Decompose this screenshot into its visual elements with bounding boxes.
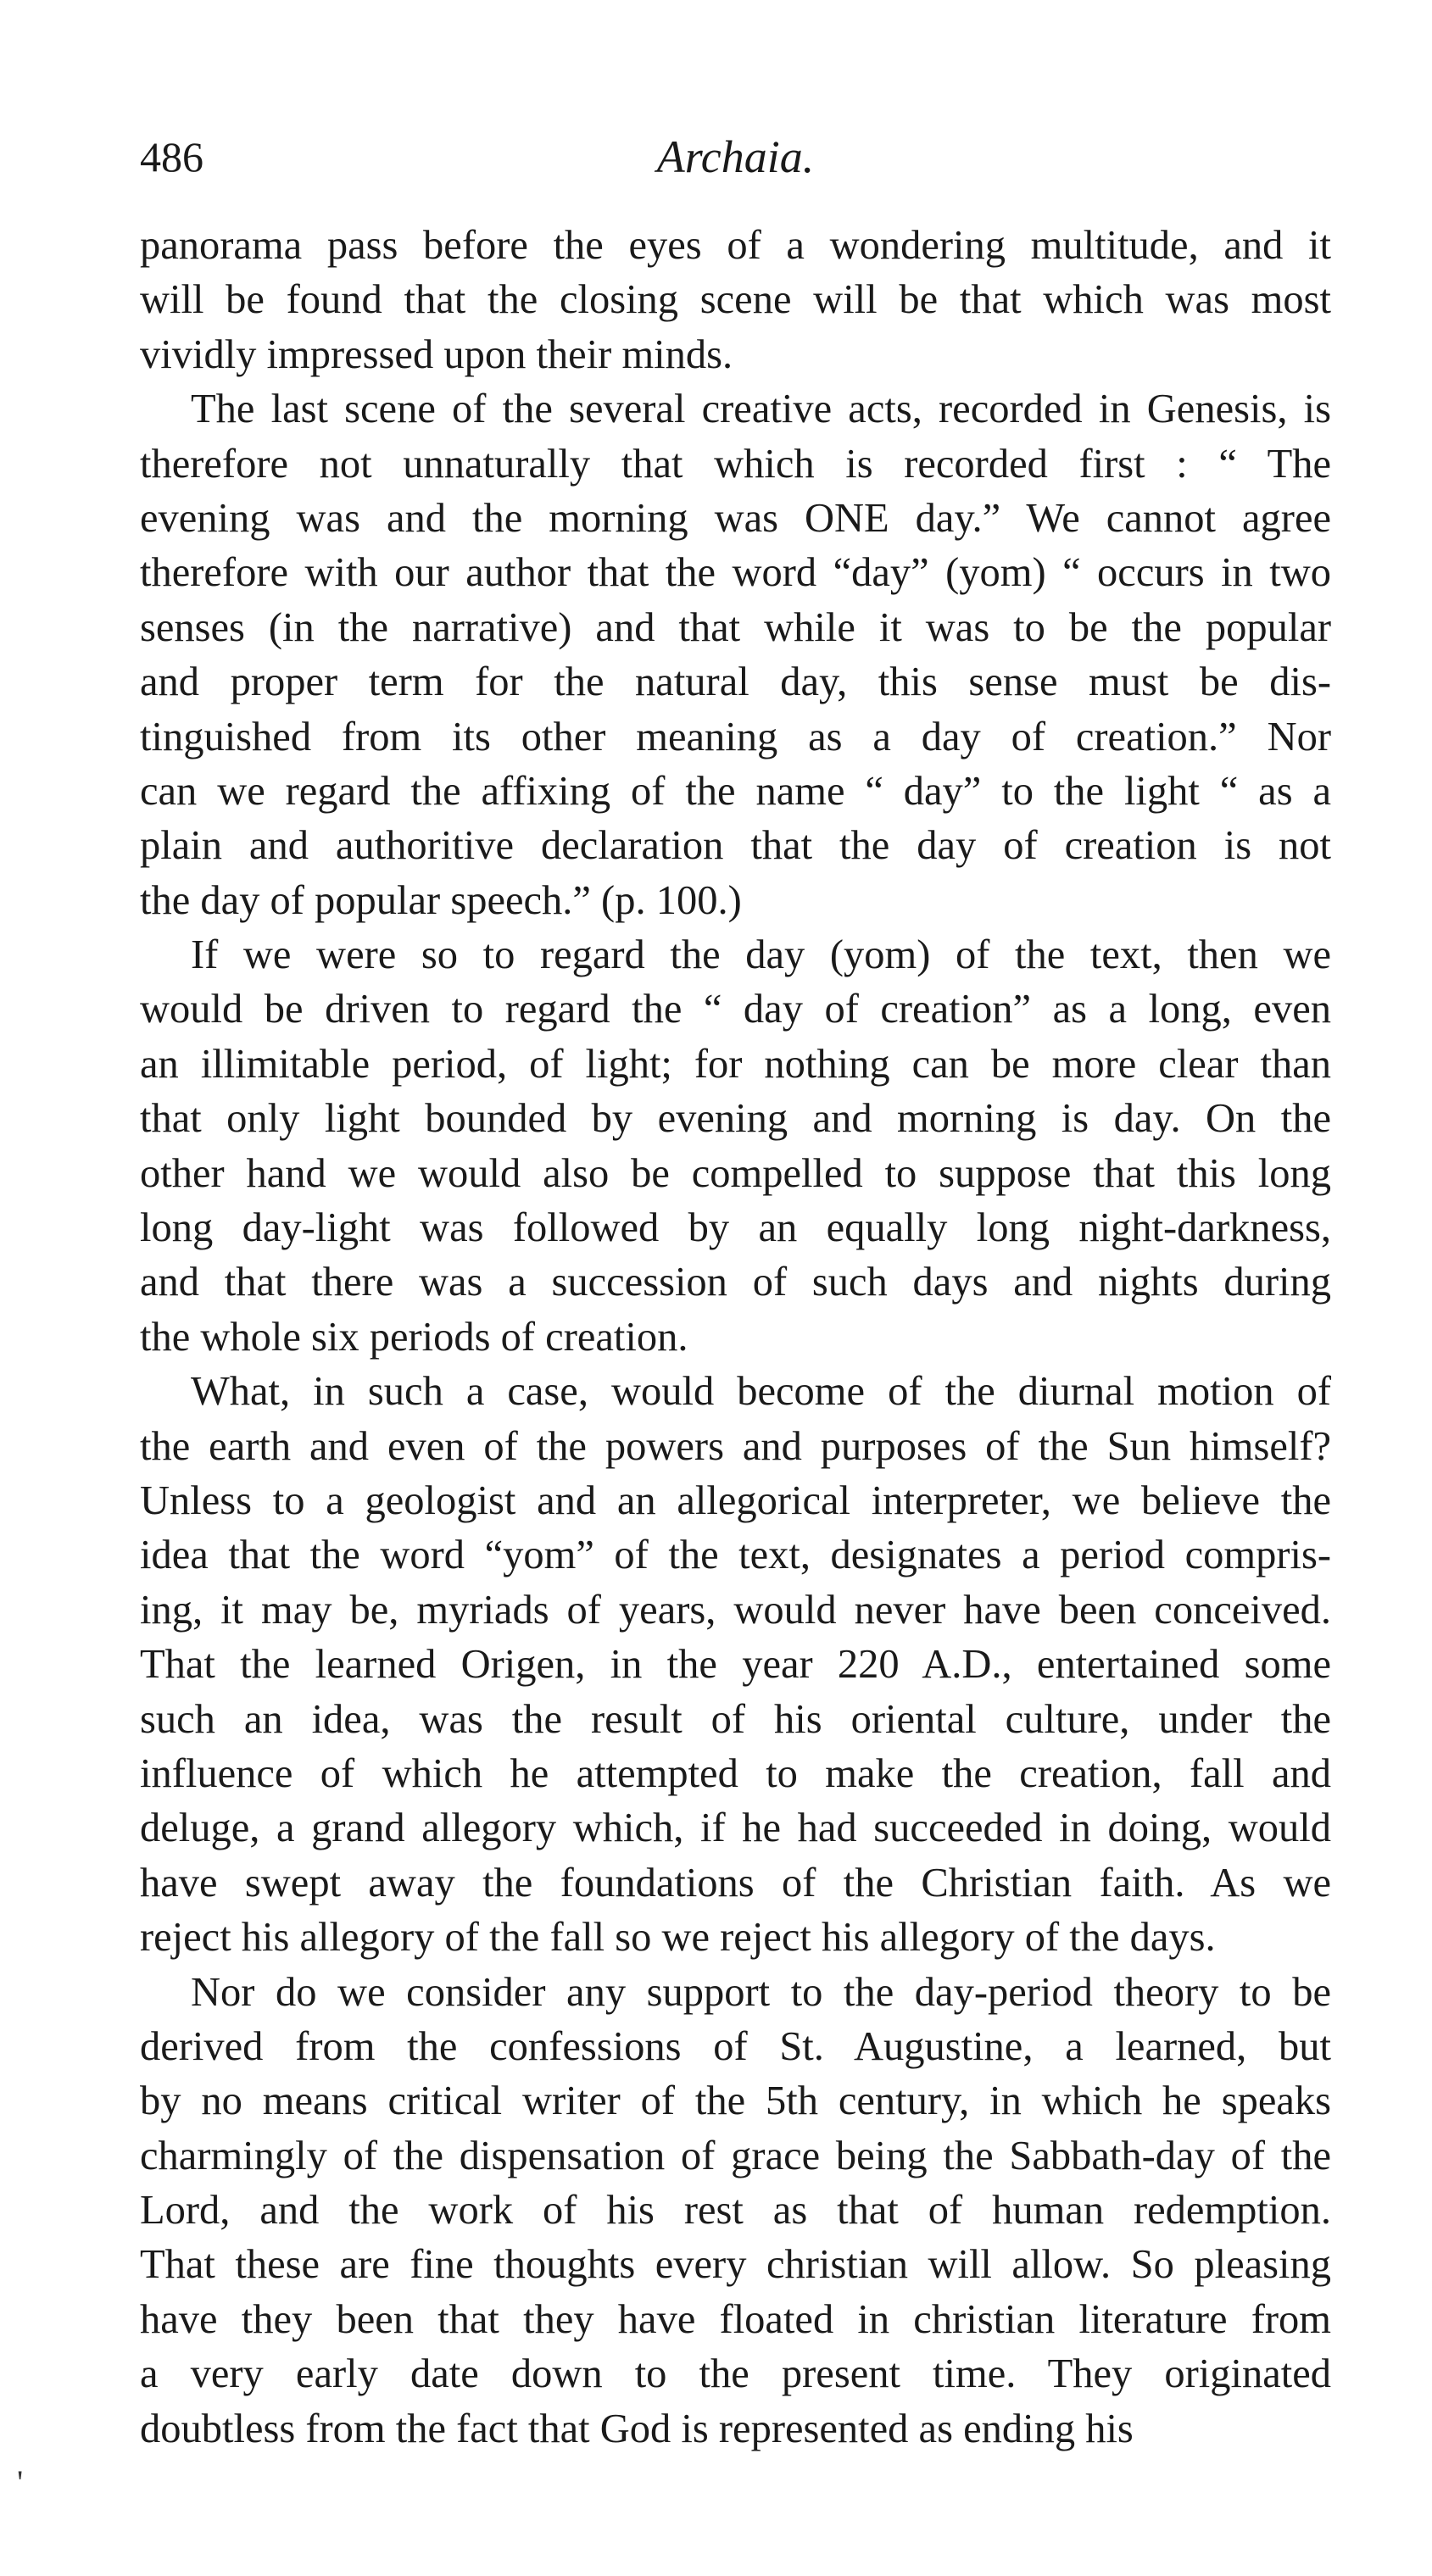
text-line: can we regard the affixing of the name “ day” to the light “ as a <box>140 768 1331 814</box>
text-line: by no means critical writer of the 5th century, in which he speaks <box>140 2078 1331 2124</box>
text-line: long day-light was followed by an equally long night-darkness, <box>140 1205 1331 1251</box>
text-line: doubtless from the fact that God is represented as ending his <box>140 2406 1134 2451</box>
text-line: therefore not unnaturally that which is recorded first : “ The <box>140 441 1331 487</box>
text-line: idea that the word “yom” of the text, designates a period compris- <box>140 1533 1331 1578</box>
text-line: such an idea, was the result of his oriental culture, under the <box>140 1696 1331 1742</box>
text-line: tinguished from its other meaning as a day of creation.” Nor <box>140 714 1331 759</box>
text-line: have swept away the foundations of the Christian faith. As we <box>140 1860 1331 1906</box>
text-line: the earth and even of the powers and purposes of the Sun himself? <box>140 1423 1331 1469</box>
paragraph <box>140 219 1331 382</box>
text-line: evening was and the morning was ONE day.” We cannot agree <box>140 495 1331 541</box>
text-line: have they been that they have floated in christian literature from <box>140 2296 1331 2342</box>
page-number: 486 <box>140 133 203 181</box>
text-line: Lord, and the work of his rest as that of human redemption. <box>140 2188 1331 2234</box>
text-line: a very early date down to the present time. They originated <box>140 2351 1331 2397</box>
text-line: influence of which he attempted to make the creation, fall and <box>140 1750 1331 1796</box>
text-line: therefore with our author that the word “day” (yom) “ occurs in two <box>140 550 1331 596</box>
running-head <box>140 127 1331 186</box>
paragraph <box>140 382 1331 928</box>
text-line: other hand we would also be compelled to suppose that this long <box>140 1150 1331 1196</box>
text-line: panorama pass before the eyes of a wondering multitude, and it <box>140 223 1331 268</box>
text-line: the day of popular speech.” (p. 100.) <box>140 877 742 923</box>
body-text <box>140 219 1331 2456</box>
paragraph <box>140 928 1331 1365</box>
text-line: derived from the confessions of St. Augustine, a learned, but <box>140 2023 1331 2069</box>
text-line: an illimitable period, of light; for nothing can be more clear than <box>140 1041 1331 1087</box>
text-line: reject his allegory of the fall so we reject his allegory of the days. <box>140 1915 1216 1961</box>
text-line: deluge, a grand allegory which, if he had succeeded in doing, would <box>140 1805 1331 1851</box>
text-line: charmingly of the dispensation of grace being the Sabbath-day of the <box>140 2133 1331 2178</box>
text-line: Unless to a geologist and an allegorical interpreter, we believe the <box>140 1477 1331 1523</box>
paragraph <box>140 1966 1331 2457</box>
text-line: and proper term for the natural day, this sense must be dis- <box>140 659 1331 705</box>
text-line: the whole six periods of creation. <box>140 1314 688 1360</box>
text-line: plain and authoritive declaration that the day of creation is not <box>140 823 1331 869</box>
text-line: Nor do we consider any support to the day-period theory to be <box>191 1969 1331 2015</box>
text-line: that only light bounded by evening and morning is day. On the <box>140 1096 1331 1142</box>
text-line: The last scene of the several creative acts, recorded in Genesis, is <box>191 387 1331 432</box>
text-line: senses (in the narrative) and that while it was to be the popular <box>140 604 1331 650</box>
margin-mark: ' <box>17 2463 24 2501</box>
text-line: What, in such a case, would become of the diurnal motion of <box>191 1369 1331 1415</box>
paragraph <box>140 1365 1331 1965</box>
running-title: Archaia. <box>656 131 815 182</box>
text-line: That these are fine thoughts every christian will allow. So pleasing <box>140 2242 1331 2288</box>
text-line: If we were so to regard the day (yom) of the text, then we <box>191 932 1331 978</box>
text-line: will be found that the closing scene will be that which was most <box>140 277 1331 323</box>
text-line: That the learned Origen, in the year 220 A.D., entertained some <box>140 1642 1331 1688</box>
text-line: ing, it may be, myriads of years, would never have been conceived. <box>140 1587 1331 1633</box>
text-line: vividly impressed upon their minds. <box>140 331 733 377</box>
text-line: would be driven to regard the “ day of creation” as a long, even <box>140 987 1331 1032</box>
text-line: and that there was a succession of such days and nights during <box>140 1260 1331 1305</box>
